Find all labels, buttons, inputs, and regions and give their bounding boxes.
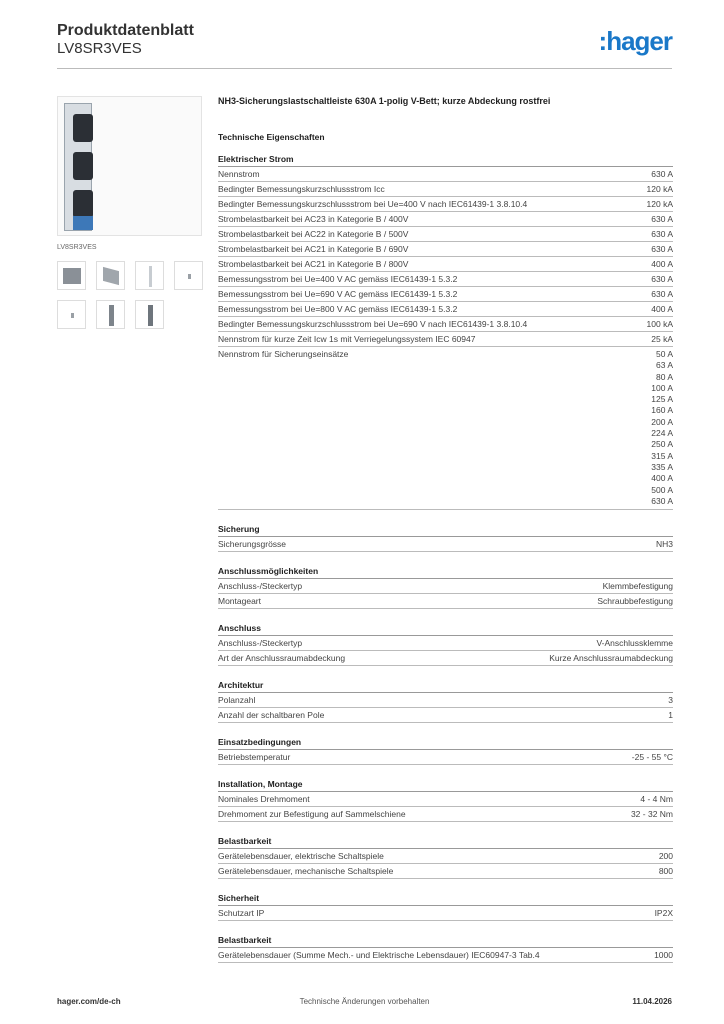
product-side-icon	[103, 267, 119, 285]
property-value: -25 - 55 °C	[631, 752, 673, 763]
property-value: 630 A	[651, 244, 673, 254]
property-value: 32 - 32 Nm	[630, 809, 673, 820]
section-title: Technische Eigenschaften	[218, 132, 325, 142]
property-row	[218, 272, 673, 287]
property-row	[218, 708, 673, 723]
property-value: Kurze Anschlussraumabdeckung	[549, 653, 673, 664]
group-title: Architektur	[218, 680, 673, 693]
property-label: Bemessungsstrom bei Ue=800 V AC gemäss IEC61439-1 5.3.2	[218, 304, 458, 314]
header-divider	[57, 68, 672, 69]
property-row	[218, 693, 673, 708]
property-label: Betriebstemperatur	[218, 752, 291, 763]
property-row	[218, 579, 673, 594]
property-row	[218, 257, 673, 272]
product-angle-icon	[63, 268, 81, 284]
property-label: Schutzart IP	[218, 908, 265, 919]
property-label: Nominales Drehmoment	[218, 794, 310, 805]
property-row	[218, 182, 673, 197]
footer-website[interactable]: hager.com/de-ch	[57, 997, 121, 1006]
property-value: 120 kA	[646, 199, 673, 209]
property-value: 630 A	[651, 229, 673, 239]
group-title: Sicherheit	[218, 893, 673, 906]
fuse-holder-icon	[73, 190, 93, 218]
property-row	[218, 849, 673, 864]
fuse-holder-icon	[73, 114, 93, 142]
thumbnail-rear-view[interactable]	[135, 300, 164, 329]
group-title: Installation, Montage	[218, 779, 673, 792]
property-row	[218, 347, 673, 510]
property-row	[218, 906, 673, 921]
property-value: 400 A	[651, 259, 673, 269]
property-row	[218, 287, 673, 302]
property-row	[218, 317, 673, 332]
property-label: Strombelastbarkeit bei AC23 in Kategorie B / 400V	[218, 214, 409, 224]
image-caption: LV8SR3VES	[57, 244, 97, 251]
property-value: 50 A 63 A 80 A 100 A 125 A 160 A 200 A 224 A 250 A 315 A 335 A 400 A 500 A 630 A	[651, 349, 673, 506]
blue-plate-icon	[73, 216, 93, 230]
property-label: Bemessungsstrom bei Ue=690 V AC gemäss IEC61439-1 5.3.2	[218, 289, 458, 299]
product-rear-icon	[148, 305, 153, 326]
property-value: 630 A	[651, 169, 673, 179]
property-row	[218, 651, 673, 666]
property-label: Gerätelebensdauer (Summe Mech.- und Elektrische Lebensdauer) IEC60947-3 Tab.4	[218, 950, 540, 961]
product-profile-icon	[109, 305, 114, 326]
property-label: Polanzahl	[218, 695, 256, 706]
property-row	[218, 242, 673, 257]
property-row	[218, 594, 673, 609]
property-value: 4 - 4 Nm	[640, 794, 673, 805]
property-row	[218, 948, 673, 963]
page-header	[57, 20, 672, 70]
property-label: Drehmoment zur Befestigung auf Sammelschiene	[218, 809, 406, 820]
property-label: Bedingter Bemessungskurzschlussstrom bei Ue=400 V nach IEC61439-1 3.8.10.4	[218, 199, 528, 209]
property-row	[218, 197, 673, 212]
property-row	[218, 636, 673, 651]
property-row	[218, 537, 673, 552]
product-top-icon	[188, 274, 191, 279]
property-value: 200	[658, 851, 673, 862]
property-value: Schraubbefestigung	[597, 596, 673, 607]
property-value: 630 A	[651, 214, 673, 224]
product-main-image[interactable]	[57, 96, 202, 236]
property-row	[218, 792, 673, 807]
property-label: Nennstrom für kurze Zeit Icw 1s mit Verriegelungssystem IEC 60947	[218, 334, 476, 344]
property-groups	[218, 154, 673, 963]
property-value: 3	[668, 695, 673, 706]
property-label: Bedingter Bemessungskurzschlussstrom bei Ue=690 V nach IEC61439-1 3.8.10.4	[218, 319, 528, 329]
thumbnail-side-view[interactable]	[96, 261, 125, 290]
property-row	[218, 227, 673, 242]
property-label: Art der Anschlussraumabdeckung	[218, 653, 346, 664]
property-label: Sicherungsgrösse	[218, 539, 287, 550]
product-code: LV8SR3VES	[57, 40, 142, 57]
group-title: Belastbarkeit	[218, 935, 673, 948]
property-label: Bedingter Bemessungskurzschlussstrom Icc	[218, 184, 385, 194]
property-value: 100 kA	[646, 319, 673, 329]
group-title: Einsatzbedingungen	[218, 737, 673, 750]
property-label: Strombelastbarkeit bei AC22 in Kategorie B / 500V	[218, 229, 409, 239]
thumbnail-angle-view[interactable]	[57, 261, 86, 290]
group-title: Elektrischer Strom	[218, 154, 673, 167]
thumbnail-grid	[57, 261, 202, 329]
property-value: 25 kA	[651, 334, 673, 344]
product-bottom-icon	[71, 313, 74, 318]
product-body-illustration	[64, 103, 92, 231]
group-title: Belastbarkeit	[218, 836, 673, 849]
group-title: Sicherung	[218, 524, 673, 537]
property-row	[218, 807, 673, 822]
property-row	[218, 750, 673, 765]
property-label: Strombelastbarkeit bei AC21 in Kategorie B / 800V	[218, 259, 409, 269]
property-value: V-Anschlussklemme	[596, 638, 673, 649]
property-value: 630 A	[651, 289, 673, 299]
product-front-icon	[149, 266, 152, 287]
property-value: 120 kA	[646, 184, 673, 194]
property-label: Anschluss-/Steckertyp	[218, 638, 303, 649]
product-description: NH3-Sicherungslastschaltleiste 630A 1-polig V-Bett; kurze Abdeckung rostfrei	[218, 96, 551, 106]
footer-notice: Technische Änderungen vorbehalten	[299, 997, 430, 1006]
group-title: Anschluss	[218, 623, 673, 636]
thumbnail-front-view[interactable]	[135, 261, 164, 290]
footer-date: 11.04.2026	[632, 997, 672, 1006]
property-label: Anzahl der schaltbaren Pole	[218, 710, 325, 721]
fuse-holder-icon	[73, 152, 93, 180]
property-row	[218, 167, 673, 182]
property-label: Montageart	[218, 596, 261, 607]
property-value: 1000	[654, 950, 673, 961]
thumbnail-profile-view[interactable]	[96, 300, 125, 329]
property-value: 630 A	[651, 274, 673, 284]
property-value: 400 A	[651, 304, 673, 314]
property-value: 800	[658, 866, 673, 877]
property-row	[218, 302, 673, 317]
document-title: Produktdatenblatt	[57, 22, 194, 39]
property-label: Anschluss-/Steckertyp	[218, 581, 303, 592]
property-value: NH3	[655, 539, 673, 550]
property-value: 1	[668, 710, 673, 721]
product-gallery	[57, 96, 202, 329]
property-label: Bemessungsstrom bei Ue=400 V AC gemäss IEC61439-1 5.3.2	[218, 274, 458, 284]
property-row	[218, 864, 673, 879]
thumbnail-bottom-view[interactable]	[57, 300, 86, 329]
property-row	[218, 332, 673, 347]
hager-logo: :hager	[598, 26, 672, 56]
property-label: Nennstrom	[218, 169, 260, 179]
property-value: Klemmbefestigung	[602, 581, 673, 592]
product-details	[218, 96, 673, 963]
property-label: Strombelastbarkeit bei AC21 in Kategorie B / 690V	[218, 244, 409, 254]
property-value: IP2X	[654, 908, 673, 919]
property-row	[218, 212, 673, 227]
property-label: Gerätelebensdauer, elektrische Schaltspiele	[218, 851, 384, 862]
group-title: Anschlussmöglichkeiten	[218, 566, 673, 579]
property-label: Nennstrom für Sicherungseinsätze	[218, 349, 349, 359]
property-label: Gerätelebensdauer, mechanische Schaltspiele	[218, 866, 394, 877]
thumbnail-top-view[interactable]	[174, 261, 203, 290]
